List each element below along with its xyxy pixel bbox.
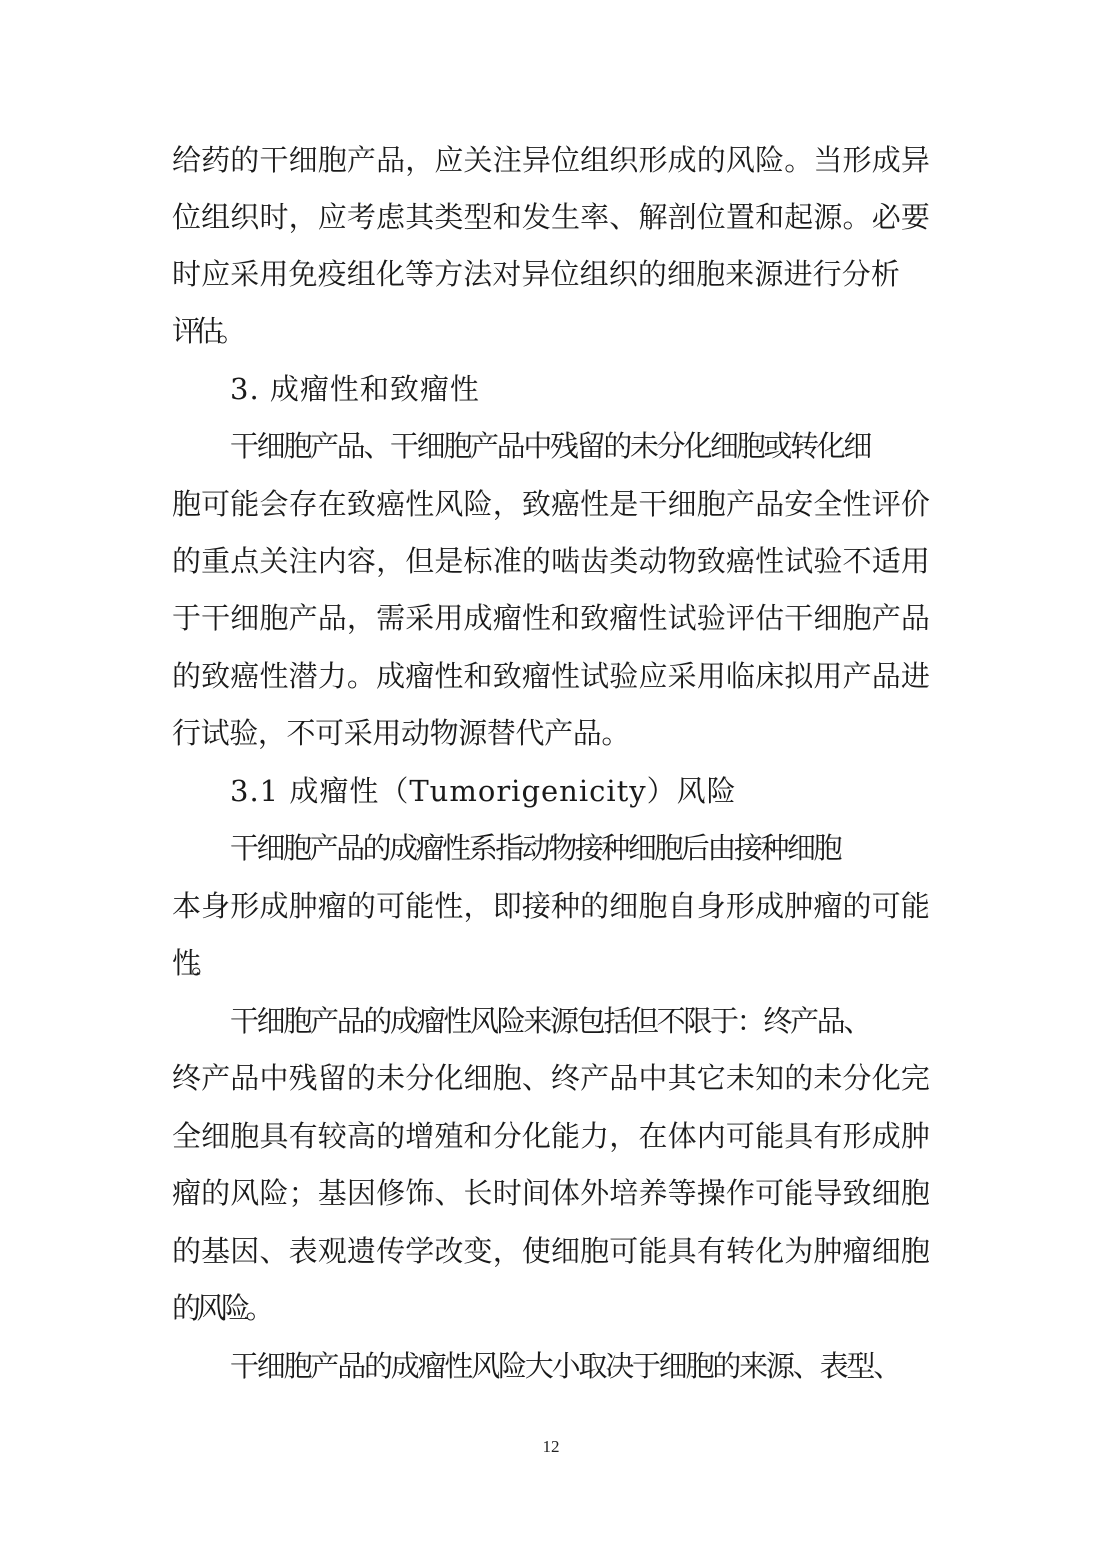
paragraph-line: 评估。: [172, 314, 241, 348]
paragraph-line: 的风险。: [172, 1291, 271, 1325]
paragraph-line: 干细胞产品、干细胞产品中残留的未分化细胞或转化细: [230, 429, 871, 463]
paragraph-line: 干细胞产品的成瘤性风险来源包括但不限于：终产品、: [230, 1004, 871, 1038]
section-heading: 3.1 成瘤性（Tumorigenicity）风险: [230, 774, 737, 808]
paragraph-line: 本身形成肿瘤的可能性，即接种的细胞自身形成肿瘤的可能: [172, 889, 931, 923]
page-number: 12: [542, 1437, 560, 1456]
paragraph-line: 时应采用免疫组化等方法对异位组织的细胞来源进行分析: [172, 257, 901, 291]
paragraph-line: 干细胞产品的成瘤性风险大小取决于细胞的来源、表型、: [230, 1349, 901, 1383]
paragraph-line: 瘤的风险；基因修饰、长时间体外培养等操作可能导致细胞: [172, 1176, 931, 1210]
paragraph-line: 性。: [172, 946, 211, 980]
paragraph-line: 于干细胞产品，需采用成瘤性和致瘤性试验评估干细胞产品: [172, 601, 931, 635]
paragraph-line: 的重点关注内容，但是标准的啮齿类动物致癌性试验不适用: [172, 544, 931, 578]
paragraph-line: 全细胞具有较高的增殖和分化能力，在体内可能具有形成肿: [172, 1119, 931, 1153]
section-heading: 3. 成瘤性和致瘤性: [230, 372, 480, 406]
paragraph-line: 的致癌性潜力。成瘤性和致瘤性试验应采用临床拟用产品进: [172, 659, 931, 693]
paragraph-line: 胞可能会存在致癌性风险，致癌性是干细胞产品安全性评价: [172, 487, 931, 521]
paragraph-line: 干细胞产品的成瘤性系指动物接种细胞后由接种细胞: [230, 831, 841, 865]
paragraph-line: 的基因、表观遗传学改变，使细胞可能具有转化为肿瘤细胞: [172, 1234, 931, 1268]
paragraph-line: 行试验，不可采用动物源替代产品。: [172, 716, 631, 750]
paragraph-line: 给药的干细胞产品，应关注异位组织形成的风险。当形成异: [172, 143, 931, 177]
paragraph-line: 位组织时，应考虑其类型和发生率、解剖位置和起源。必要: [172, 200, 931, 234]
paragraph-line: 终产品中残留的未分化细胞、终产品中其它未知的未分化完: [172, 1061, 931, 1095]
